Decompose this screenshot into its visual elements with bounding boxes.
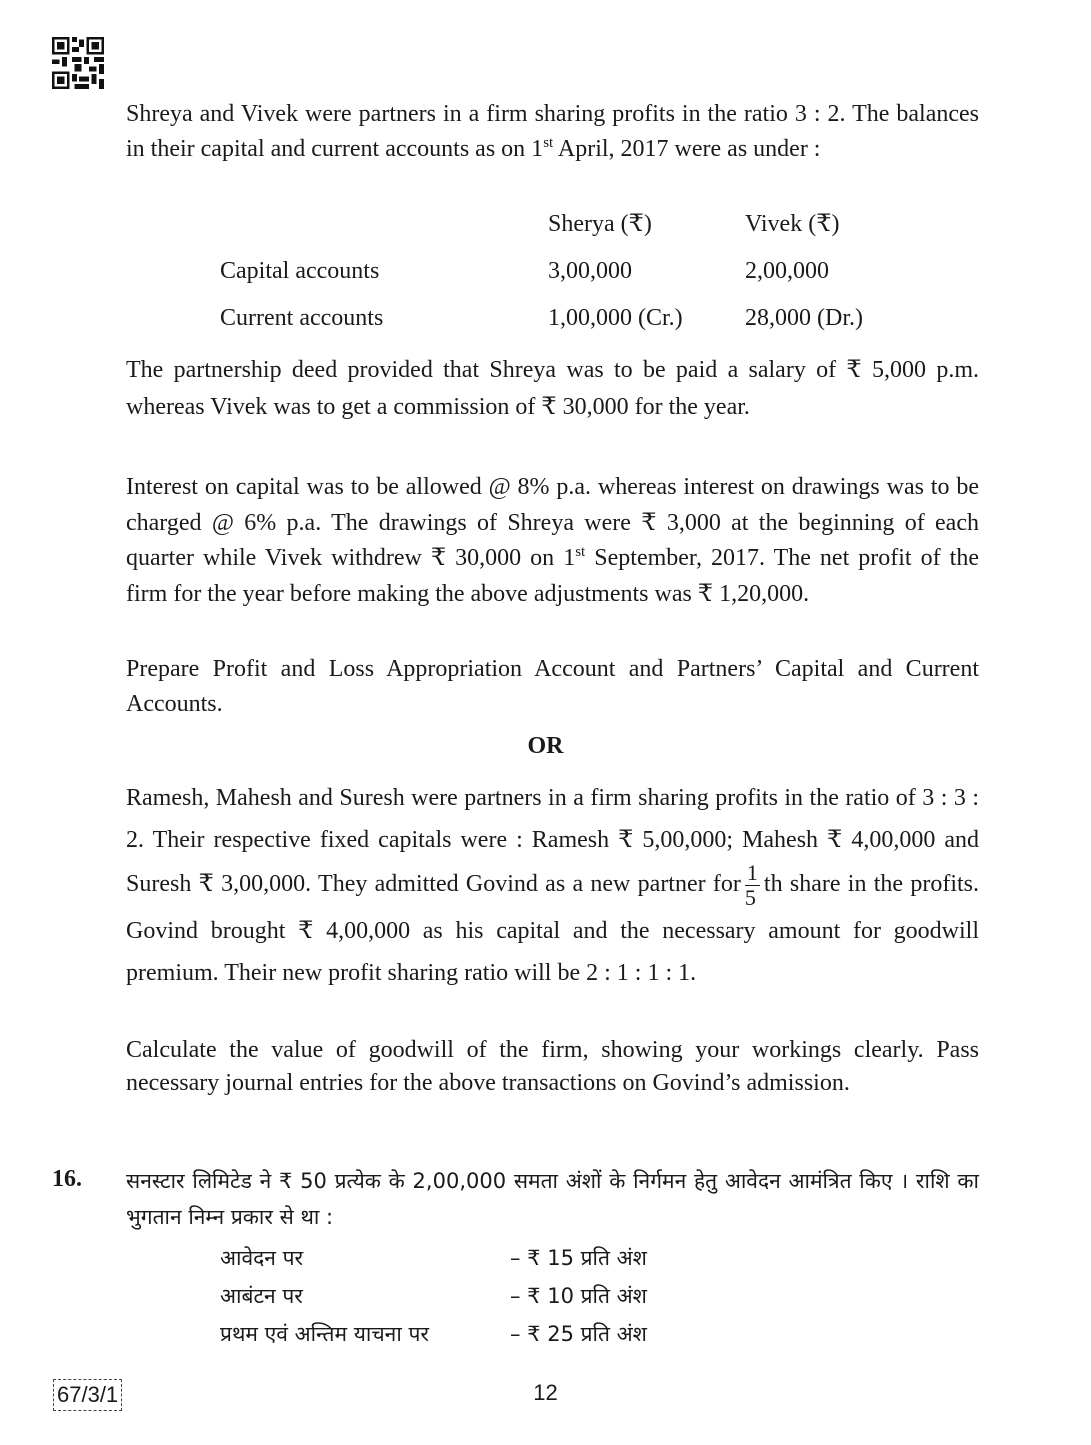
table-cell-vivek: 28,000 (Dr.) — [745, 305, 863, 331]
page-number: 12 — [533, 1380, 558, 1405]
table-header-vivek: Vivek (₹) — [745, 211, 840, 237]
question-number: 16. — [52, 1166, 82, 1192]
table-cell-sherya: 3,00,000 — [548, 258, 632, 284]
table-cell-vivek: 2,00,000 — [745, 258, 829, 284]
payment-row-label: आवेदन पर — [220, 1246, 304, 1270]
q16-question-text: सनस्टार लिमिटेड ने ₹ 50 प्रत्येक के 2,00,000 समता अंशों के निर्गमन हेतु आवेदन आमंत्रित किए । राशि का भुगतान निम्न प्रकार से था : — [126, 1169, 979, 1229]
payment-row-value: – ₹ 10 प्रति अंश — [510, 1284, 647, 1308]
payment-row-label: आबंटन पर — [220, 1284, 303, 1308]
qr-code — [52, 37, 104, 89]
payment-row-value: – ₹ 25 प्रति अंश — [510, 1322, 647, 1346]
table-row-label: Capital accounts — [220, 258, 380, 284]
paper-code: 67/3/1 — [53, 1379, 122, 1411]
fraction-one-fifth: $\frac{1}{5}$ — [744, 860, 758, 910]
payment-row-value: – ₹ 15 प्रति अंश — [510, 1246, 647, 1270]
q15-prepare-paragraph: Prepare Profit and Loss Appropriation Account and Partners’ Capital and Current Accounts. — [126, 656, 979, 717]
q15-calculate-paragraph: Calculate the value of goodwill of the firm, showing your workings clearly. Pass necessary journal entries for the above transactions on Govind’s admission. — [126, 1037, 979, 1096]
table-cell-sherya: 1,00,000 (Cr.) — [548, 305, 683, 331]
or-separator: OR — [527, 733, 564, 759]
q15-deed-paragraph: The partnership deed provided that Shreya was to be paid a salary of ₹ 5,000 p.m. whereas Vivek was to get a commission of ₹ 30,000 for the year. — [126, 357, 979, 420]
q15-alternative-paragraph: Ramesh, Mahesh and Suresh were partners in a firm sharing profits in the ratio of 3 : 3 : 2. Their respective fixed capitals were : Ramesh ₹ 5,00,000; Mahesh ₹ 4,00,000 and Suresh ₹ 3,00,000. They admitted Govind as a new partner for $\frac{1}{5}$ th share in the profits. Govind brought ₹ 4,00,000 as his capital and the necessary amount for goodwill premium. Their new profit sharing ratio will be 2 : 1 : 1 : 1. — [126, 785, 980, 986]
table-row-label: Current accounts — [220, 305, 384, 331]
q15-intro: Shreya and Vivek were partners in a firm sharing profits in the ratio 3 : 2. The balances in their capital and current accounts as on 1st April, 2017 were as under : — [126, 101, 979, 162]
payment-row-label: प्रथम एवं अन्तिम याचना पर — [220, 1322, 429, 1346]
q15-interest-paragraph: Interest on capital was to be allowed @ 8% p.a. whereas interest on drawings was to be charged @ 6% p.a. The drawings of Shreya were ₹ 3,000 at the beginning of each quarter while Vivek withdrew ₹ 30,000 on 1st September, 2017. The net profit of the firm for the year before making the above adjustments was ₹ 1,20,000. — [126, 474, 979, 607]
table-header-sherya: Sherya (₹) — [548, 211, 652, 237]
